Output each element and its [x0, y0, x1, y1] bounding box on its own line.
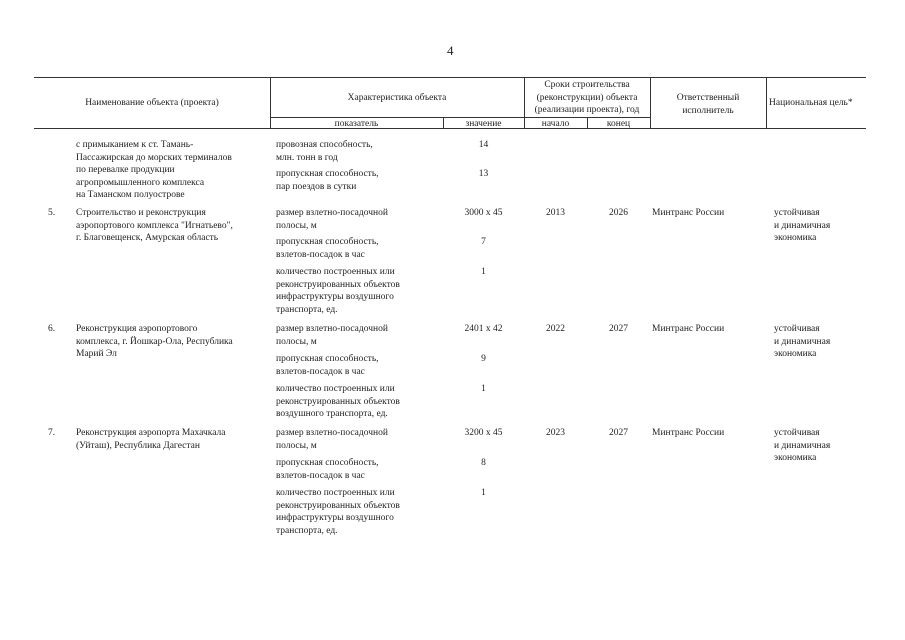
executor: Минтранс России: [652, 428, 725, 438]
indicator-value: 1: [481, 488, 486, 498]
executor: Минтранс России: [652, 324, 725, 334]
indicator-value: 9: [481, 354, 486, 364]
national-goal: устойчивая и динамичная экономика: [774, 208, 831, 243]
start-year: 2013: [546, 208, 565, 218]
header-divider: [766, 77, 767, 128]
indicator-text: размер взлетно-посадочной полосы, м: [276, 208, 388, 231]
start-year: 2022: [546, 324, 565, 334]
object-name: Реконструкция аэропортового комплекса, г. Йошкар-Ола, Республика Марий Эл: [76, 324, 233, 359]
object-name: Реконструкция аэропорта Махачкала (Уйташ), Республика Дагестан: [76, 428, 226, 451]
indicator-text: размер взлетно-посадочной полосы, м: [276, 428, 388, 451]
end-year: 2027: [609, 428, 628, 438]
indicator-text: пропускная способность, взлетов-посадок в час: [276, 237, 379, 260]
header-indicator: показатель: [334, 119, 379, 129]
header-goal: Национальная цель*: [769, 98, 853, 108]
indicator-value: 1: [481, 267, 486, 277]
indicator-value: 2401 х 42: [464, 324, 503, 334]
object-name: Строительство и реконструкция аэропортового комплекса "Игнатьево", г. Благовещенск, Амурская область: [76, 208, 233, 243]
indicator-value: 1: [481, 384, 486, 394]
indicator-value: 13: [478, 169, 489, 179]
row-number: 5.: [48, 208, 56, 218]
indicator-value: 8: [481, 458, 486, 468]
indicator-text: провозная способность, млн. тонн в год: [276, 140, 373, 163]
header-executor: Ответственный исполнитель: [676, 93, 740, 116]
header-start: начало: [541, 119, 570, 129]
start-year: 2023: [546, 428, 565, 438]
national-goal: устойчивая и динамичная экономика: [774, 324, 831, 359]
indicator-value: 14: [478, 140, 489, 150]
page-number: 4: [447, 43, 454, 58]
header-characteristic: Характеристика объекта: [347, 93, 447, 103]
indicator-text: пропускная способность, взлетов-посадок в час: [276, 354, 379, 377]
indicator-value: 3200 х 45: [464, 428, 503, 438]
indicator-text: размер взлетно-посадочной полосы, м: [276, 324, 388, 347]
table-top-border: [34, 77, 866, 78]
row-number: 7.: [48, 428, 56, 438]
header-terms: Сроки строительства (реконструкции) объекта (реализации проекта), год: [534, 80, 640, 115]
header-end: конец: [606, 119, 631, 129]
header-name: Наименование объекта (проекта): [85, 98, 219, 108]
indicator-value: 7: [481, 237, 486, 247]
row-number: 6.: [48, 324, 56, 334]
indicator-text: пропускная способность, взлетов-посадок в час: [276, 458, 379, 481]
end-year: 2026: [609, 208, 628, 218]
end-year: 2027: [609, 324, 628, 334]
continuation-name: с примыканием к ст. Тамань- Пассажирская до морских терминалов по перевалке продукции агропромышленного комплекса на Таманском полуострове: [76, 140, 232, 200]
indicator-text: количество построенных или реконструированных объектов инфраструктуры воздушного транспорта, ед.: [276, 267, 400, 315]
indicator-text: пропускная способность, пар поездов в сутки: [276, 169, 379, 192]
national-goal: устойчивая и динамичная экономика: [774, 428, 831, 463]
executor: Минтранс России: [652, 208, 725, 218]
indicator-text: количество построенных или реконструированных объектов воздушного транспорта, ед.: [276, 384, 400, 419]
indicator-text: количество построенных или реконструированных объектов инфраструктуры воздушного транспорта, ед.: [276, 488, 400, 536]
header-value: значение: [465, 119, 502, 129]
indicator-value: 3000 х 45: [464, 208, 503, 218]
